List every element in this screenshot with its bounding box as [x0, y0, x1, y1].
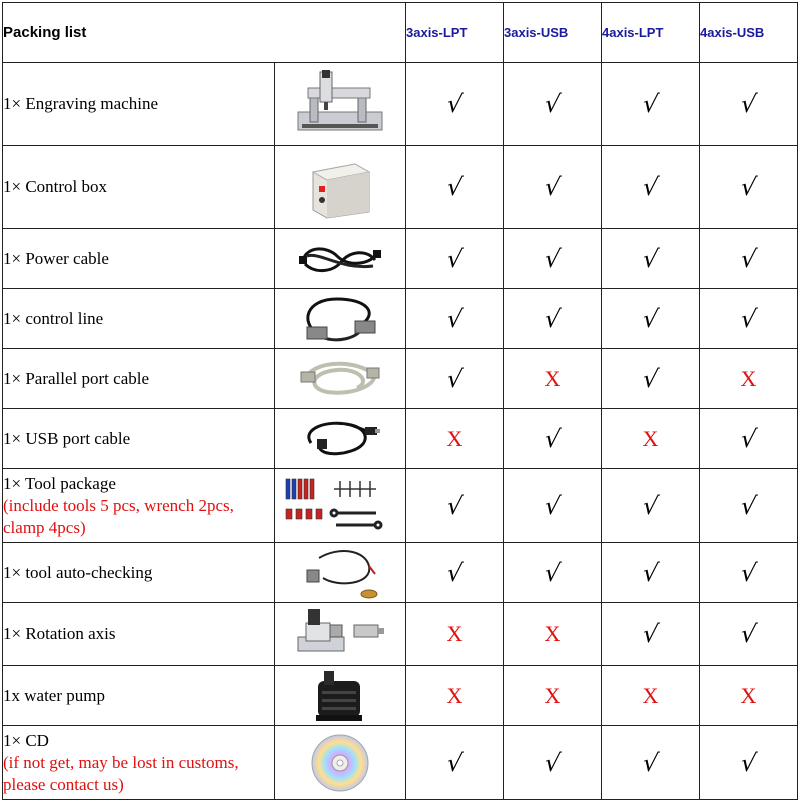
- check-mark-icon: √: [444, 173, 465, 201]
- item-note: (if not get, may be lost in customs, please contact us): [3, 752, 239, 794]
- availability-cell-3axis-lpt: [406, 349, 504, 409]
- check-mark-icon: √: [444, 244, 465, 273]
- availability-cell-4axis-usb: [700, 409, 798, 469]
- cross-mark-icon: X: [740, 682, 757, 708]
- availability-cell-4axis-usb: [700, 469, 798, 543]
- check-mark-icon: √: [542, 748, 563, 777]
- item-name: 1× CD: [3, 730, 49, 750]
- usb-cable-icon: [275, 415, 405, 463]
- table-row: [3, 409, 798, 469]
- check-mark-icon: √: [444, 748, 465, 777]
- availability-cell-3axis-lpt: [406, 666, 504, 726]
- control-line-icon: [275, 293, 405, 345]
- item-name-cell: [3, 289, 275, 349]
- check-mark-icon: √: [542, 173, 563, 201]
- item-image-cell: [275, 289, 406, 349]
- check-mark-icon: √: [542, 558, 563, 587]
- column-header-3axis-usb: 3axis-USB: [504, 3, 602, 63]
- cross-mark-icon: X: [446, 682, 463, 708]
- item-name-cell: [3, 63, 275, 146]
- cross-mark-icon: X: [642, 682, 659, 708]
- check-mark-icon: √: [738, 90, 759, 118]
- item-image-cell: [275, 229, 406, 289]
- check-mark-icon: √: [444, 304, 465, 333]
- cross-mark-icon: X: [544, 621, 561, 646]
- item-name-cell: [3, 146, 275, 229]
- check-mark-icon: √: [640, 173, 661, 201]
- cross-mark-icon: X: [446, 621, 463, 646]
- item-name-cell: [3, 349, 275, 409]
- check-mark-icon: √: [542, 90, 563, 118]
- availability-cell-4axis-lpt: [602, 146, 700, 229]
- cross-mark-icon: X: [446, 425, 463, 451]
- availability-cell-3axis-usb: [504, 666, 602, 726]
- item-image-cell: [275, 409, 406, 469]
- item-name: 1× tool auto-checking: [3, 562, 153, 582]
- cross-mark-icon: X: [544, 682, 561, 708]
- availability-cell-3axis-usb: [504, 603, 602, 666]
- availability-cell-4axis-lpt: [602, 543, 700, 603]
- check-mark-icon: √: [640, 304, 661, 333]
- water-pump-icon: [275, 667, 405, 725]
- item-name: 1× control line: [3, 308, 104, 328]
- table-row: [3, 543, 798, 603]
- column-header-3axis-lpt: 3axis-LPT: [406, 3, 504, 63]
- item-name-cell: [3, 409, 275, 469]
- availability-cell-4axis-usb: [700, 289, 798, 349]
- check-mark-icon: √: [738, 558, 759, 587]
- item-image-cell: [275, 543, 406, 603]
- item-name-cell: [3, 229, 275, 289]
- availability-cell-3axis-lpt: [406, 289, 504, 349]
- check-mark-icon: √: [640, 558, 661, 587]
- item-image-cell: [275, 349, 406, 409]
- cd-icon: [275, 731, 405, 795]
- availability-cell-3axis-lpt: [406, 726, 504, 800]
- packing-list-title: Packing list: [3, 3, 406, 63]
- availability-cell-3axis-usb: [504, 63, 602, 146]
- engraving-machine-icon: [275, 68, 405, 140]
- check-mark-icon: √: [444, 364, 465, 393]
- availability-cell-3axis-usb: [504, 146, 602, 229]
- item-name: 1× Tool package: [3, 473, 116, 493]
- table-body: [3, 63, 798, 800]
- availability-cell-3axis-usb: [504, 543, 602, 603]
- item-image-cell: [275, 146, 406, 229]
- check-mark-icon: √: [640, 491, 661, 520]
- availability-cell-3axis-usb: [504, 469, 602, 543]
- availability-cell-4axis-usb: [700, 63, 798, 146]
- check-mark-icon: √: [542, 424, 563, 453]
- table-row: [3, 603, 798, 666]
- availability-cell-4axis-usb: [700, 543, 798, 603]
- availability-cell-4axis-lpt: [602, 63, 700, 146]
- parallel-cable-icon: [275, 356, 405, 402]
- check-mark-icon: √: [738, 424, 759, 453]
- availability-cell-4axis-lpt: [602, 469, 700, 543]
- check-mark-icon: √: [738, 304, 759, 333]
- availability-cell-4axis-usb: [700, 603, 798, 666]
- item-name: 1× Rotation axis: [3, 624, 116, 643]
- availability-cell-3axis-usb: [504, 409, 602, 469]
- item-name: 1x water pump: [3, 685, 105, 705]
- check-mark-icon: √: [640, 620, 661, 648]
- check-mark-icon: √: [444, 558, 465, 587]
- item-name: 1× USB port cable: [3, 428, 131, 448]
- availability-cell-4axis-usb: [700, 726, 798, 800]
- tool-checking-icon: [275, 544, 405, 602]
- availability-cell-4axis-usb: [700, 666, 798, 726]
- check-mark-icon: √: [738, 491, 759, 520]
- table-row: [3, 726, 798, 800]
- packing-list-table: [2, 2, 798, 800]
- availability-cell-4axis-lpt: [602, 349, 700, 409]
- availability-cell-3axis-lpt: [406, 543, 504, 603]
- availability-cell-4axis-usb: [700, 146, 798, 229]
- availability-cell-3axis-lpt: [406, 146, 504, 229]
- item-name-cell: [3, 543, 275, 603]
- availability-cell-4axis-lpt: [602, 666, 700, 726]
- item-image-cell: [275, 666, 406, 726]
- table-row: [3, 666, 798, 726]
- item-name-cell: [3, 603, 275, 666]
- item-image-cell: [275, 63, 406, 146]
- item-name-cell: [3, 469, 275, 543]
- check-mark-icon: √: [444, 90, 465, 118]
- availability-cell-3axis-usb: [504, 229, 602, 289]
- check-mark-icon: √: [542, 304, 563, 333]
- table-row: [3, 469, 798, 543]
- power-cable-icon: [275, 242, 405, 276]
- tool-package-icon: [275, 475, 405, 537]
- check-mark-icon: √: [738, 620, 759, 648]
- check-mark-icon: √: [640, 364, 661, 393]
- check-mark-icon: √: [640, 748, 661, 777]
- item-name: 1× Engraving machine: [3, 94, 158, 113]
- table-row: [3, 146, 798, 229]
- item-image-cell: [275, 469, 406, 543]
- item-name: 1× Power cable: [3, 248, 109, 268]
- control-box-icon: [275, 154, 405, 220]
- cross-mark-icon: X: [642, 425, 659, 451]
- rotation-axis-icon: [275, 603, 405, 665]
- table-row: [3, 349, 798, 409]
- table-row: [3, 63, 798, 146]
- check-mark-icon: √: [738, 748, 759, 777]
- column-header-4axis-lpt: 4axis-LPT: [602, 3, 700, 63]
- header-row: [3, 3, 798, 63]
- availability-cell-4axis-lpt: [602, 229, 700, 289]
- availability-cell-4axis-lpt: [602, 603, 700, 666]
- availability-cell-3axis-usb: [504, 349, 602, 409]
- check-mark-icon: √: [640, 244, 661, 273]
- check-mark-icon: √: [640, 90, 661, 118]
- cross-mark-icon: X: [544, 365, 561, 391]
- check-mark-icon: √: [542, 491, 563, 520]
- check-mark-icon: √: [444, 491, 465, 520]
- availability-cell-4axis-lpt: [602, 409, 700, 469]
- item-name: 1× Control box: [3, 177, 108, 196]
- availability-cell-3axis-lpt: [406, 603, 504, 666]
- cross-mark-icon: X: [740, 365, 757, 391]
- check-mark-icon: √: [542, 244, 563, 273]
- availability-cell-3axis-lpt: [406, 63, 504, 146]
- item-note: (include tools 5 pcs, wrench 2pcs, clamp 4pcs): [3, 495, 234, 537]
- item-image-cell: [275, 726, 406, 800]
- item-image-cell: [275, 603, 406, 666]
- availability-cell-4axis-lpt: [602, 726, 700, 800]
- table-row: [3, 229, 798, 289]
- check-mark-icon: √: [738, 173, 759, 201]
- availability-cell-3axis-lpt: [406, 229, 504, 289]
- item-name-cell: [3, 726, 275, 800]
- column-header-4axis-usb: 4axis-USB: [700, 3, 798, 63]
- availability-cell-3axis-lpt: [406, 409, 504, 469]
- availability-cell-3axis-usb: [504, 289, 602, 349]
- availability-cell-4axis-usb: [700, 349, 798, 409]
- check-mark-icon: √: [738, 244, 759, 273]
- availability-cell-4axis-lpt: [602, 289, 700, 349]
- item-name: 1× Parallel port cable: [3, 368, 150, 388]
- availability-cell-4axis-usb: [700, 229, 798, 289]
- table-row: [3, 289, 798, 349]
- availability-cell-3axis-lpt: [406, 469, 504, 543]
- item-name-cell: [3, 666, 275, 726]
- availability-cell-3axis-usb: [504, 726, 602, 800]
